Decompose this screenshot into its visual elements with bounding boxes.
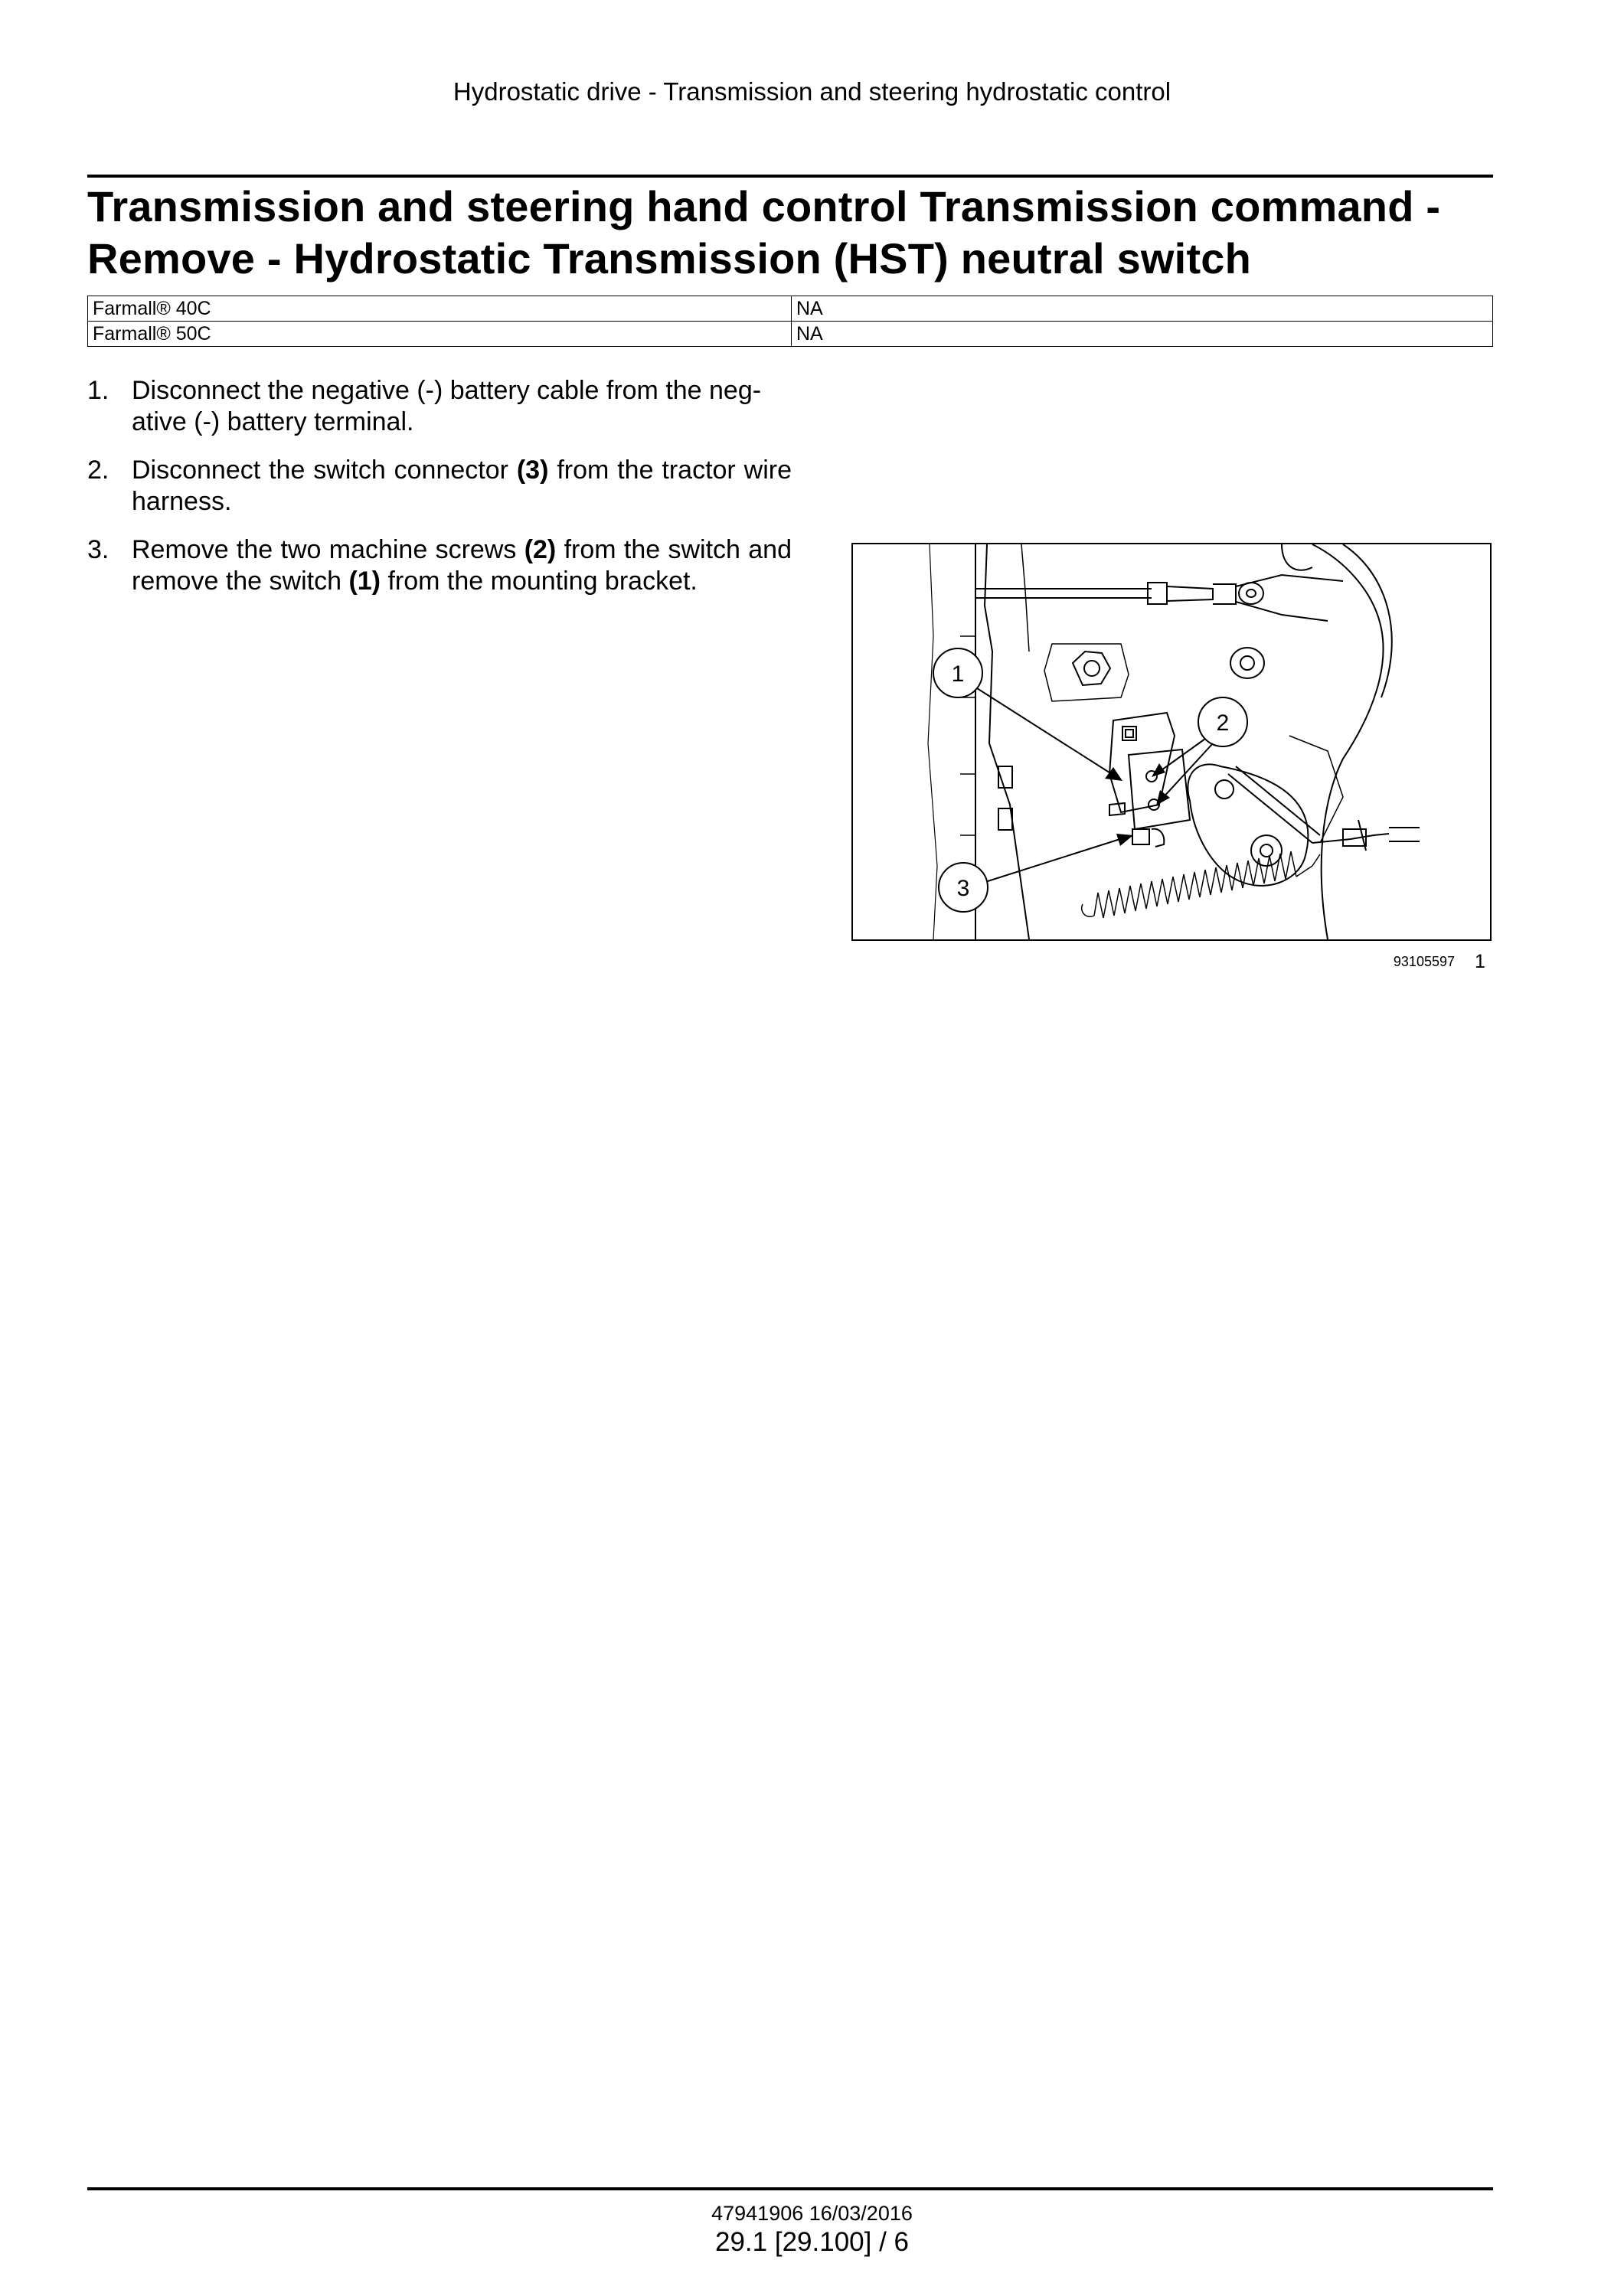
step-text: Disconnect the switch connector (3) from the tractor wire harness. xyxy=(132,456,792,516)
model-cell: Farmall® 40C xyxy=(88,296,792,322)
reference-callout: (2) xyxy=(524,535,557,564)
technical-illustration xyxy=(851,543,1492,941)
table-row xyxy=(88,322,1493,347)
step-1 xyxy=(87,375,792,438)
callout-leader-3 xyxy=(988,838,1122,881)
callout-label-2: 2 xyxy=(1216,710,1230,736)
callout-leader-1 xyxy=(977,688,1112,774)
page-number: 29.1 [29.100] / 6 xyxy=(715,2227,909,2257)
callout-arrowhead-2a xyxy=(1152,763,1165,777)
step-number: 1. xyxy=(87,376,109,405)
hex-bolt-drawing xyxy=(1044,644,1264,701)
running-header: Hydrostatic drive - Transmission and steering hydrostatic control xyxy=(453,77,1171,106)
figure-number: 1 xyxy=(1475,951,1485,972)
callout-arrowhead-1 xyxy=(1105,767,1122,781)
page-title-line-2: Remove - Hydrostatic Transmission (HST) neutral switch xyxy=(87,234,1252,283)
reference-callout: (1) xyxy=(348,567,381,596)
reference-callout: (3) xyxy=(516,456,549,485)
step-text: Remove the two machine screws (2) from the switch and remove the switch (1) from the mounting bracket. xyxy=(132,535,792,596)
header-divider xyxy=(87,175,1493,178)
step-number: 2. xyxy=(87,456,109,485)
spring-drawing xyxy=(1082,851,1320,918)
model-cell: Farmall® 50C xyxy=(88,322,792,347)
procedure-steps xyxy=(87,375,792,614)
page-title-line-1: Transmission and steering hand control Transmission command - xyxy=(87,182,1441,230)
callout-label-1: 1 xyxy=(951,661,965,687)
footer-divider xyxy=(87,2187,1493,2190)
value-cell: NA xyxy=(792,296,1493,322)
document-reference: 47941906 16/03/2016 xyxy=(711,2202,913,2225)
figure-image-id: 93105597 xyxy=(1393,954,1455,969)
step-text: Disconnect the negative (-) battery cable from the neg- ative (-) battery terminal. xyxy=(132,376,762,436)
control-rod-drawing xyxy=(975,544,1392,939)
callout-arrowhead-3 xyxy=(1116,834,1133,846)
pivot-plate-drawing xyxy=(1188,736,1420,886)
step-3 xyxy=(87,534,792,597)
step-2 xyxy=(87,455,792,518)
step-number: 3. xyxy=(87,535,109,564)
table-row xyxy=(88,296,1493,322)
callout-label-3: 3 xyxy=(956,876,970,901)
value-cell: NA xyxy=(792,322,1493,347)
applicability-table xyxy=(87,296,1493,347)
page-title xyxy=(87,181,1511,285)
